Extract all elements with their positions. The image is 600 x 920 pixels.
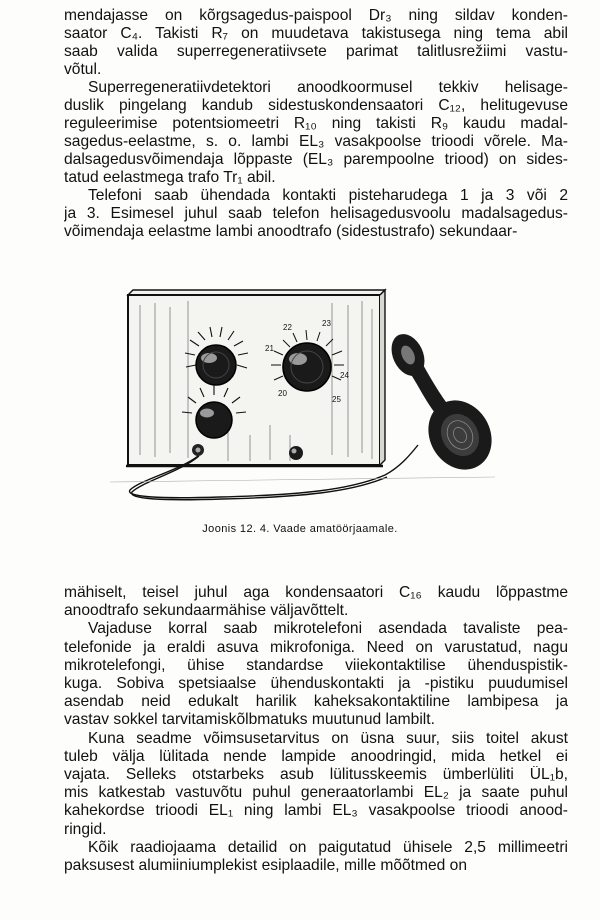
dial-number: 22	[283, 323, 292, 332]
text-line: võimendaja eelastme lambi anoodtrafo (sidestustrafo) sekundaar-	[64, 223, 518, 240]
text-line: kahekordse trioodi EL₁ ning lambi EL₃ vasakpoolse trioodi anood-	[64, 802, 568, 820]
text-line: anoodtrafo sekundaarmähise väljavõttelt.	[64, 602, 349, 620]
text-line: asendab neid edukalt harilik kaheksakontaktiline lambipesa ja	[64, 693, 568, 711]
text-line: tuleb välja lülitada nende lampide anoodringid, mida hetkel ei	[64, 747, 568, 765]
dial-number: 24	[340, 371, 349, 380]
dial-number: 21	[265, 344, 274, 353]
text-line: ringid.	[64, 820, 107, 838]
text-line: võtul.	[64, 61, 102, 78]
text-line: telefonide ja eraldi asuva mikrofoniga. Need on varustatud, nagu	[64, 638, 568, 656]
dial-number: 20	[278, 389, 287, 398]
text-line: dalsagedusvõimendaja lõppaste (EL₃ parempoolne triood) on sides-	[64, 151, 568, 168]
dial-number: 25	[332, 395, 341, 404]
text-line: vajata. Selleks otstarbeks asub lülitusskeemis ümberlüliti ÜL₁b,	[64, 766, 568, 783]
text-line: Superregeneratiivdetektori anoodkoormusel tekkiv helisage-	[88, 79, 568, 96]
dial-number: 23	[322, 319, 331, 328]
text-line: Kõik raadiojaama detailid on paigutatud ühisele 2,5 millimeetri	[88, 838, 568, 856]
figure-caption: Joonis 12. 4. Vaade amatöörjaamale.	[202, 523, 398, 535]
text-line: mikrotelefongi, ühise standardse viiekontaktilise ühenduspistik-	[64, 656, 568, 674]
text-line: reguleerimise potentsiomeetri R₁₀ ning takisti R₉ kaudu madal-	[64, 115, 568, 132]
text-line: Kuna seadme võimsusetarvitus on üsna suur, siis toitel akust	[88, 729, 568, 747]
text-line: tatud eelastmega trafo Tr₁ abil.	[64, 169, 276, 186]
text-line: Telefoni saab ühendada kontakti pisteharudega 1 ja 3 või 2	[88, 187, 568, 204]
text-line: mis katkestab vastuvõtu puhul generaatorlambi EL₂ ja saate puhul	[64, 784, 568, 802]
text-line: paksusest alumiiniumplekist esiplaadile, mille mõõtmed on	[64, 857, 468, 874]
handset	[385, 329, 504, 481]
radio-station-illustration	[100, 285, 510, 510]
text-line: vastav sokkel tarvitamiskõlbmatuks muutunud lambilt.	[64, 711, 435, 729]
text-line: mähiselt, teisel juhul aga kondensaatori C₁₆ kaudu lõppastme	[64, 584, 568, 601]
text-line: duslik pingelang kandub sidestuskondensaatori C₁₂, helitugevuse	[64, 97, 568, 114]
text-line: saab valida superregeneratiivsete parimat talitlusrežiimi vastu-	[64, 43, 568, 60]
toggle-switch	[192, 444, 204, 456]
small-knob	[289, 446, 303, 460]
text-line: Vajaduse korral saab mikrotelefoni asendada tavaliste pea-	[88, 620, 568, 638]
text-line: saator C₄. Takisti R₇ on muudetava takistusega ning tema abil	[64, 25, 568, 42]
text-line: mendajasse on kõrgsagedus-paispool Dr₃ ning sildav konden-	[64, 7, 568, 24]
text-line: kuga. Sobiva spetsiaalse ühenduskontakti ja -pistiku puudumisel	[64, 675, 568, 692]
text-line: ja 3. Esimesel juhul saab telefon helisagedusvoolu madalsagedus-	[64, 205, 568, 222]
text-line: sagedus-eelastme, s. o. lambi EL₃ vasakpoolse trioodi võrele. Ma-	[64, 133, 568, 150]
